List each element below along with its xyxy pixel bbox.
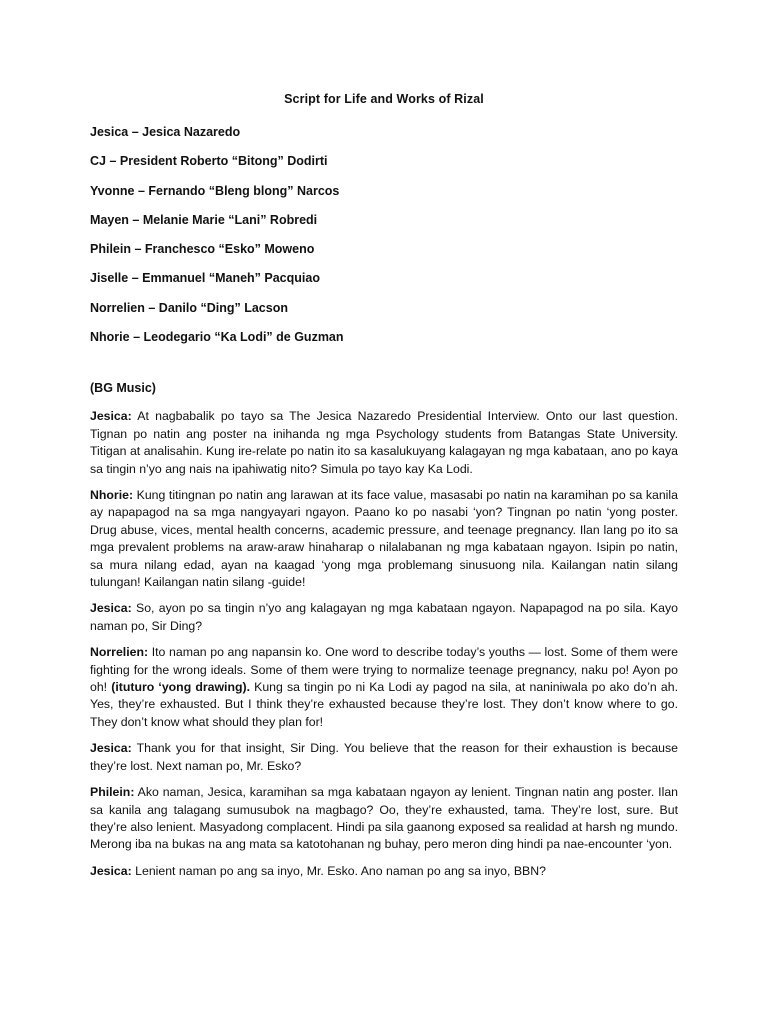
speaker-name: Jesica: bbox=[90, 601, 132, 616]
cast-role: Danilo “Ding” Lacson bbox=[158, 300, 288, 315]
cast-item bbox=[90, 270, 678, 286]
cast-role: Jesica Nazaredo bbox=[142, 125, 241, 139]
cast-player: Yvonne bbox=[90, 183, 135, 198]
cast-player: Jiselle bbox=[90, 271, 129, 286]
cast-role: President Roberto “Bitong” Dodirti bbox=[119, 154, 328, 169]
cast-player: Norrelien bbox=[90, 300, 145, 315]
line-text: Thank you for that insight, Sir Ding. You believe that the reason for their exhaustion is because they’re lost. Next naman po, Mr. Esko? bbox=[90, 741, 678, 773]
line-text: So, ayon po sa tingin n’yo ang kalagayan ng mga kabataan ngayon. Napapagod na po sila. Kayo naman po, Sir Ding? bbox=[90, 601, 678, 633]
cast-role: Fernando “Bleng blong” Narcos bbox=[148, 183, 340, 198]
stage-direction-bg-music: (BG Music) bbox=[90, 381, 156, 396]
cast-player: Jesica bbox=[90, 125, 129, 139]
dialogue-line bbox=[90, 740, 678, 775]
spacer bbox=[90, 358, 678, 380]
cast-item bbox=[90, 124, 678, 140]
line-text: Kung titingnan po natin ang larawan at its face value, masasabi po natin na karamihan po sa kanila ay napapagod na sa mga nangyayari ngayon. Paano ko po nasabi ‘yon? Tingnan po natin ‘yong poster. Drug abuse, vices, mental health concerns, academic pressure, and teenage pregnancy. Ilan lang po ito sa mga prevalent problems na araw-araw hinaharap o nilalabanan ng mga kabataan ngayon. Isipin po natin, sa mura nilang edad, ayan na kaagad ‘yong mga problemang sinusuong nila. Kailangan natin silang tulungan! Kailangan natin silang -guide! bbox=[90, 488, 678, 590]
cast-item bbox=[90, 300, 678, 316]
dialogue-line bbox=[90, 487, 678, 591]
cast-item bbox=[90, 212, 678, 228]
speaker-name: Nhorie: bbox=[90, 488, 134, 502]
cast-player: Philein bbox=[90, 242, 131, 257]
line-text: Lenient naman po ang sa inyo, Mr. Esko. Ano naman po ang sa inyo, BBN? bbox=[131, 863, 546, 878]
cast-player: Mayen bbox=[90, 212, 129, 227]
dialogue bbox=[90, 408, 678, 880]
cast-separator: – bbox=[128, 125, 143, 139]
line-text: Ako naman, Jesica, karamihan sa mga kabataan ngayon ay lenient. Tingnan natin ang poster. Ilan sa kanila ang talagang sumusubok na magbago? Oo, they’re exhausted, tama. They’re lost, sure. But they’re also lenient. Masyadong complacent. Hindi pa sila gaanong exposed sa realidad at harsh ng mundo. Merong iba na bukas na ang mata sa katotohanan ng buhay, pero meron ding hindi pa nae-encounter ‘yon. bbox=[90, 785, 678, 852]
dialogue-line bbox=[90, 600, 678, 635]
cast-separator: – bbox=[128, 212, 143, 227]
cast-separator: – bbox=[134, 183, 149, 198]
dialogue-line bbox=[90, 644, 678, 731]
cast-item bbox=[90, 153, 678, 169]
cast-item bbox=[90, 329, 678, 345]
cast-separator: – bbox=[130, 242, 145, 257]
speaker-name: Jesica: bbox=[90, 863, 132, 878]
cast-list bbox=[90, 124, 678, 345]
cast-player: Nhorie bbox=[90, 330, 130, 345]
dialogue-line bbox=[90, 863, 678, 880]
line-text: At nagbabalik po tayo sa The Jesica Nazaredo Presidential Interview. Onto our last question. Tignan po natin ang poster na inihanda ng mga Psychology students from Batangas State University. Titigan at analisahin. Kung ire-relate po natin ito sa kasalukuyang kalagayan ng mga kabataan, ano po kaya sa tingin n’yo ang nais na ipahiwatig nito? Simula po tayo kay Ka Lodi. bbox=[90, 409, 678, 476]
line-text: Ito naman po ang napansin ko. One word to describe today’s youths — lost. Some of them were fighting for the wrong ideals. Some of them were trying to normalize teenage pregnancy, naku po! Ayon po oh! bbox=[90, 645, 678, 695]
document-title: Script for Life and Works of Rizal bbox=[284, 92, 484, 106]
speaker-name: Jesica: bbox=[90, 409, 132, 424]
dialogue-line bbox=[90, 784, 678, 854]
cast-item bbox=[90, 241, 678, 257]
cast-separator: – bbox=[128, 271, 143, 286]
cast-role: Emmanuel “Maneh” Pacquiao bbox=[142, 271, 320, 286]
cast-separator: – bbox=[144, 300, 159, 315]
cast-role: Leodegario “Ka Lodi” de Guzman bbox=[143, 330, 344, 345]
dialogue-line bbox=[90, 408, 678, 478]
stage-direction: (ituturo ‘yong drawing). bbox=[111, 680, 250, 695]
cast-role: Melanie Marie “Lani” Robredi bbox=[142, 212, 318, 227]
speaker-name: Jesica: bbox=[90, 741, 132, 756]
line-text: Kung sa tingin po ni Ka Lodi ay pagod na sila, at naniniwala po ako do’n ah. Yes, they’re exhausted. But I think they’re exhausted because they’re lost. They don’t know where to go. They don’t know what should they plan for! bbox=[90, 680, 679, 729]
cast-separator: – bbox=[129, 330, 144, 345]
cast-separator: – bbox=[105, 154, 120, 169]
cast-player: CJ bbox=[90, 154, 106, 169]
speaker-name: Philein: bbox=[90, 785, 135, 800]
cast-role: Franchesco “Esko” Moweno bbox=[144, 242, 315, 257]
speaker-name: Norrelien: bbox=[90, 645, 149, 660]
cast-item bbox=[90, 183, 678, 199]
